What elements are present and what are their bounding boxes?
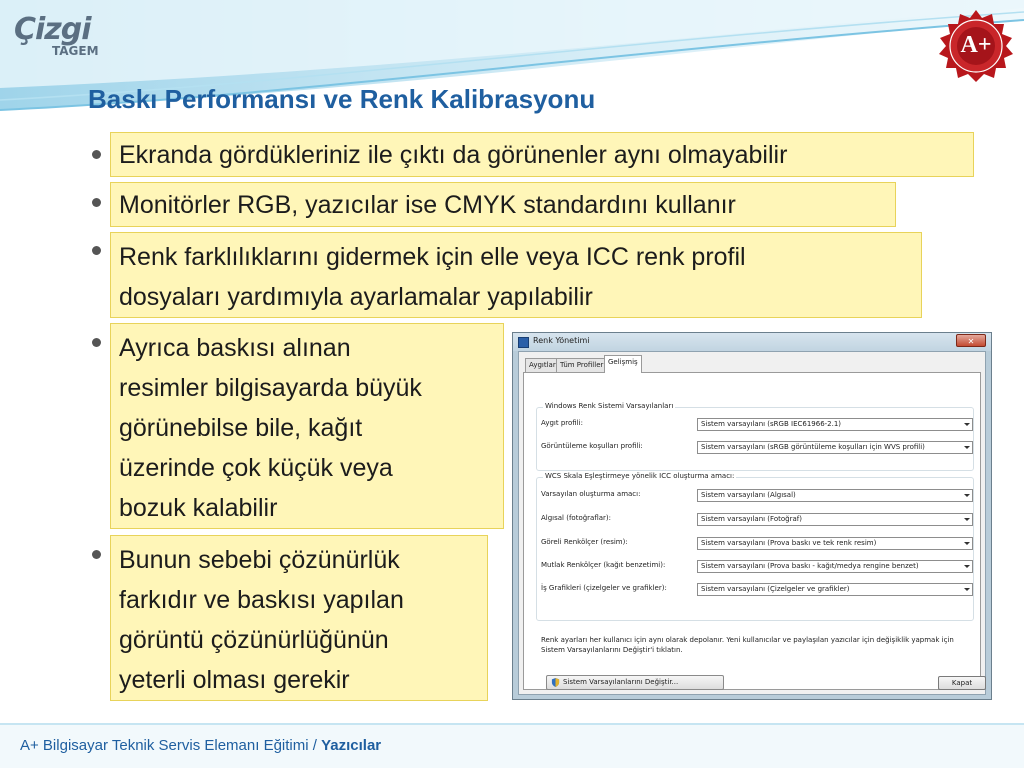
close-icon[interactable]: ✕	[956, 334, 986, 347]
shield-icon	[551, 678, 560, 687]
bullet-dot	[92, 550, 101, 559]
relative-colorimetric-select[interactable]	[697, 537, 973, 550]
logo-sub-text: TAGEM	[52, 44, 99, 58]
bullet-4-line-4: üzerinde çok küçük veya	[119, 454, 393, 482]
device-profile-label: Aygıt profili:	[541, 419, 583, 427]
footer-topic: Yazıcılar	[321, 737, 382, 754]
bullet-dot	[92, 150, 101, 159]
bullet-5-line-4: yeterli olması gerekir	[119, 666, 350, 694]
viewing-conditions-label: Görüntüleme koşulları profili:	[541, 442, 643, 450]
perceptual-value: Sistem varsayılanı (Fotoğraf)	[701, 515, 802, 523]
footer-course: A+ Bilgisayar Teknik Servis Elemanı Eğitimi /	[20, 737, 322, 754]
settings-note: Renk ayarları her kullanıcı için aynı olarak depolanır. Yeni kullanıcılar ve paylaşılan yazıcılar için değişiklik yapmak için Sistem Varsayılanlarını Değiştir'i tıklatın.	[541, 636, 954, 654]
bullet-4-line-3: görünebilse bile, kağıt	[119, 414, 363, 442]
bullet-dot	[92, 246, 101, 255]
business-graphics-select[interactable]	[697, 583, 973, 596]
bullet-5-box	[110, 535, 488, 701]
bullet-4-box	[110, 323, 504, 529]
absolute-colorimetric-value: Sistem varsayılanı (Prova baskı - kağıt/medya rengine benzet)	[701, 562, 919, 570]
change-system-defaults-label: Sistem Varsayılanlarını Değiştir...	[563, 678, 679, 686]
windows-color-system-group	[536, 402, 974, 471]
tab-advanced[interactable]: Gelişmiş	[604, 355, 642, 373]
bullet-5-line-2: farkıdır ve baskısı yapılan	[119, 586, 404, 614]
advanced-tab-panel	[523, 372, 981, 690]
bullet-4-line-2: resimler bilgisayarda büyük	[119, 374, 422, 402]
default-intent-select[interactable]	[697, 489, 973, 502]
absolute-colorimetric-label: Mutlak Renkölçer (kağıt benzetimi):	[541, 561, 666, 569]
footer	[20, 737, 381, 754]
tab-all-profiles[interactable]: Tüm Profiller	[556, 358, 607, 372]
business-graphics-value: Sistem varsayılanı (Çizelgeler ve grafikler)	[701, 585, 850, 593]
bullet-2-line-1: Monitörler RGB, yazıcılar ise CMYK standardını kullanır	[119, 191, 736, 219]
bullet-3-line-2: dosyaları yardımıyla ayarlamalar yapılabilir	[119, 283, 593, 311]
relative-colorimetric-value: Sistem varsayılanı (Prova baskı ve tek renk resim)	[701, 539, 877, 547]
viewing-conditions-value: Sistem varsayılanı (sRGB görüntüleme koşulları için WVS profili)	[701, 443, 925, 451]
bullet-5-line-1: Bunun sebebi çözünürlük	[119, 546, 400, 574]
bullet-4-line-5: bozuk kalabilir	[119, 494, 278, 522]
bullet-2-box	[110, 182, 896, 227]
viewing-conditions-select[interactable]	[697, 441, 973, 454]
change-system-defaults-button[interactable]	[546, 675, 724, 690]
bullet-3-box	[110, 232, 922, 318]
group-legend: WCS Skala Eşleştirmeye yönelik ICC oluşturma amacı:	[545, 472, 735, 480]
tab-devices[interactable]: Aygıtlar	[525, 358, 560, 372]
bullet-3-line-1: Renk farklılıklarını gidermek için elle veya ICC renk profil	[119, 243, 746, 271]
dialog-titlebar	[513, 333, 991, 351]
chevron-down-icon	[964, 542, 970, 545]
group-legend: Windows Renk Sistemi Varsayılanları	[545, 402, 674, 410]
close-button[interactable]: Kapat	[938, 676, 986, 690]
bullet-4-line-1: Ayrıca baskısı alınan	[119, 334, 351, 362]
perceptual-select[interactable]	[697, 513, 973, 526]
chevron-down-icon	[964, 518, 970, 521]
logo-main-text: Çizgi	[14, 12, 91, 47]
chevron-down-icon	[964, 446, 970, 449]
dialog-body	[518, 351, 986, 695]
default-intent-label: Varsayılan oluşturma amacı:	[541, 490, 641, 498]
bullet-5-line-3: görüntü çözünürlüğünün	[119, 626, 389, 654]
device-profile-select[interactable]	[697, 418, 973, 431]
relative-colorimetric-label: Göreli Renkölçer (resim):	[541, 538, 628, 546]
device-profile-value: Sistem varsayılanı (sRGB IEC61966-2.1)	[701, 420, 842, 428]
bullet-dot	[92, 338, 101, 347]
bullet-dot	[92, 198, 101, 207]
chevron-down-icon	[964, 565, 970, 568]
cizgi-tagem-logo	[14, 12, 114, 72]
business-graphics-label: İş Grafikleri (çizelgeler ve grafikler):	[541, 584, 667, 592]
default-intent-value: Sistem varsayılanı (Algısal)	[701, 491, 796, 499]
chevron-down-icon	[964, 494, 970, 497]
chevron-down-icon	[964, 588, 970, 591]
seal-label: A+	[960, 32, 992, 58]
color-management-dialog	[512, 332, 992, 700]
perceptual-label: Algısal (fotoğraflar):	[541, 514, 612, 522]
wcs-gamut-mapping-group	[536, 472, 974, 621]
bullet-1-line-1: Ekranda gördükleriniz ile çıktı da görünenler aynı olmayabilir	[119, 141, 788, 169]
slide-title: Baskı Performansı ve Renk Kalibrasyonu	[88, 84, 596, 114]
chevron-down-icon	[964, 423, 970, 426]
certification-seal	[936, 8, 1016, 88]
bullet-1-box	[110, 132, 974, 177]
color-management-icon	[518, 337, 529, 348]
dialog-title: Renk Yönetimi	[533, 336, 590, 345]
absolute-colorimetric-select[interactable]	[697, 560, 973, 573]
